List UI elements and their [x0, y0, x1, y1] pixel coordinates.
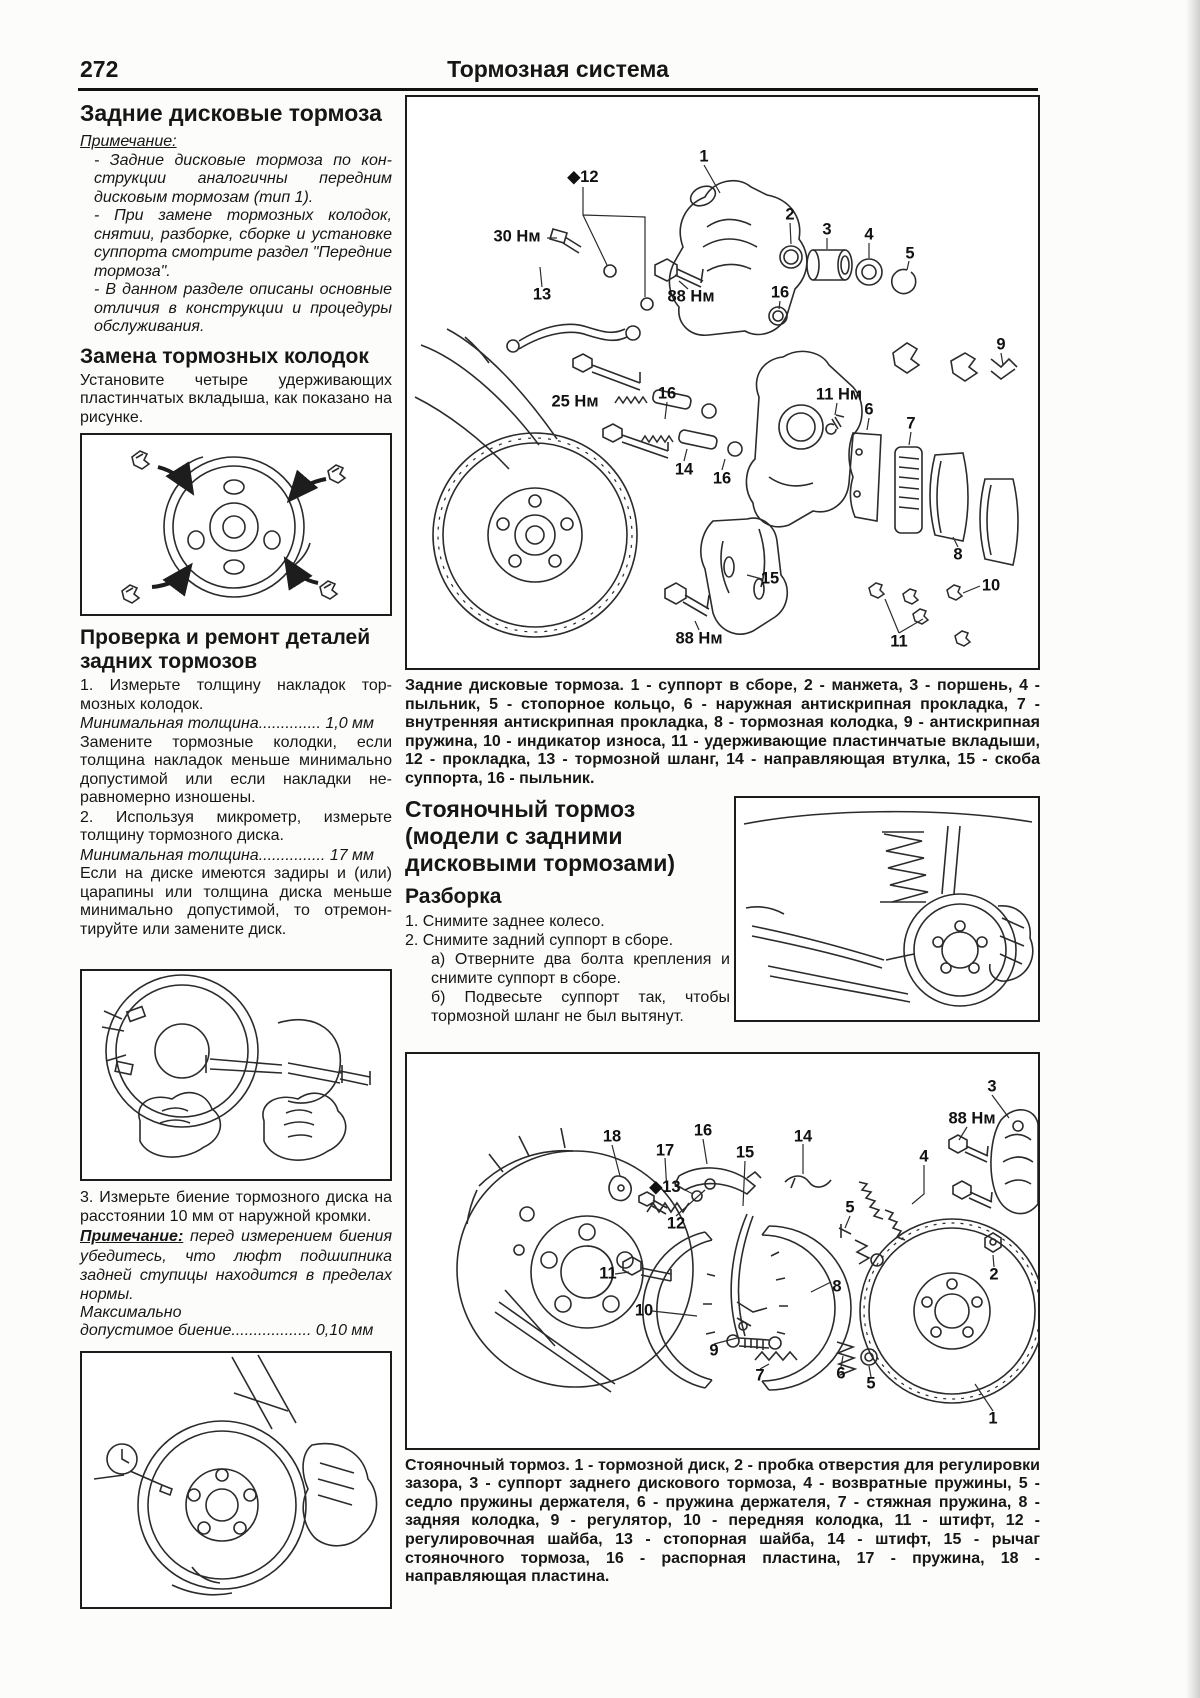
disassembly-substep: б) Подвесьте суппорт так, чтобы тормозной шланг не был вытянут.: [431, 988, 730, 1025]
part-label: 5: [845, 1198, 855, 1217]
part-label: 10: [634, 1301, 654, 1320]
part-label: 16: [712, 469, 732, 488]
section-title-rear-disc-brakes: Задние дисковые тормоза: [80, 100, 382, 126]
part-label: 8: [832, 1277, 842, 1296]
note-item: - Задние дисковые тормоза по конструкции аналогичны передним дисковым тормозам (тип 1).: [94, 151, 392, 206]
note-item: - При замене тормозных колодок, снятии, разборке, сборке и установке суппорта смотрите раздел "Передние тормоза".: [94, 207, 392, 280]
note-label: Примечание:: [80, 1228, 184, 1245]
part-label: 9: [996, 335, 1006, 354]
figure-micrometer: [80, 969, 392, 1181]
parking-brake-text: [405, 796, 730, 1026]
part-label: 88 Нм: [675, 629, 723, 648]
part-label: 12: [666, 1214, 686, 1233]
page-number: 272: [80, 56, 119, 82]
part-label: 3: [987, 1077, 997, 1096]
part-label: 13: [532, 285, 552, 304]
part-label: 14: [793, 1127, 813, 1146]
spec-max-runout-line1: Максимально: [80, 1303, 182, 1321]
part-label: 2: [989, 1265, 999, 1284]
figure-runout-check: [80, 1351, 392, 1609]
section-title-inspection: Проверка и ремонт деталей задних тормозов: [80, 626, 371, 673]
right-column: [405, 95, 1040, 1594]
part-label: 14: [674, 460, 694, 479]
part-label: 11 Нм: [815, 385, 863, 404]
part-label: 18: [602, 1127, 622, 1146]
retaining-plates-drawing: [82, 435, 390, 614]
disassembly-step: 2. Снимите задний суппорт в сборе.: [405, 931, 674, 949]
part-label: 9: [709, 1341, 719, 1360]
step-1-text: Замените тормозные колодки, если толщина накладок меньше минимально допустимой или если накладки неравномерно изношены.: [80, 733, 392, 806]
section-title-disassembly: Разборка: [405, 884, 502, 908]
spec-max-runout-line2: допустимое биение.................. 0,10 мм: [80, 1322, 374, 1339]
rear-suspension-drawing: [736, 798, 1038, 1020]
figure-retaining-plates: [80, 433, 392, 616]
step-3: 3. Измерьте биение тормозного диска на расстоянии 10 мм от наружной кромки.: [80, 1189, 392, 1225]
part-label: 10: [981, 576, 1001, 595]
disassembly-steps: [405, 912, 730, 1026]
spec-min-disc-thickness: Минимальная толщина............... 17 мм: [80, 846, 374, 864]
part-label: 11: [599, 1264, 617, 1283]
part-label: 8: [953, 545, 963, 564]
caption-rear-disc: Задние дисковые тормоза. 1 - суппорт в сборе, 2 - манжета, 3 - поршень, 4 - пыльник, 5 - стопорное кольцо, 6 - наружная антискрипная прокладка, 7 - внутренняя антискрипная прокладка, 8 - тормозная колодка, 9 - антискрипная пружина, 10 - индикатор износа, 11 - удерживающие пластинчатые вкладыши, 12 - прокладка, 13 - тормозной шланг, 14 - направляющая втулка, 15 - скоба суппорта, 16 - пыльник.: [405, 677, 1040, 787]
part-label: 5: [866, 1374, 876, 1393]
part-label: 3: [822, 220, 832, 239]
part-label: 16: [693, 1121, 713, 1140]
figure-rear-disc-exploded: [405, 95, 1040, 670]
micrometer-drawing: [82, 971, 390, 1179]
note-item: - В данном разделе описаны основные отличия в конструкции и процедуры обслуживания.: [94, 281, 392, 335]
figure-rear-suspension: [734, 796, 1040, 1022]
part-label: 16: [770, 283, 790, 302]
parking-brake-exploded-drawing: [407, 1054, 1038, 1448]
part-label: 30 Нм: [493, 227, 541, 246]
part-label: 88 Нм: [667, 287, 715, 306]
step-2: 2. Используя микрометр, измерьте толщину тормозного диска.: [80, 808, 392, 844]
header-rule: [78, 88, 1038, 91]
spec-min-pad-thickness: Минимальная толщина.............. 1,0 мм: [80, 715, 374, 732]
runout-check-drawing: [82, 1353, 390, 1607]
part-label: 7: [906, 414, 916, 433]
note-label: Примечание:: [80, 133, 177, 150]
part-label: 16: [657, 384, 677, 403]
step-1: 1. Измерьте толщину накладок тормозных колодок.: [80, 677, 392, 713]
section-title-pad-replacement: Замена тормозных колодок: [80, 344, 369, 368]
part-label: 5: [905, 244, 915, 263]
step-2-text: Если на диске имеются задиры и (или) царапины или толщина диска меньше минимально допустимой, то отремонтируйте или замените диск.: [80, 865, 392, 938]
part-label: 4: [864, 225, 874, 244]
part-label: 15: [760, 569, 780, 588]
section-title-parking-brake: Стояночный тормоз (модели с задними дисковыми тормозами): [405, 795, 676, 876]
part-label: 1: [699, 147, 709, 166]
page-header-title: Тормозная система: [447, 56, 669, 82]
part-label: 4: [919, 1147, 929, 1166]
left-column: [80, 100, 392, 1609]
part-label: 6: [864, 400, 874, 419]
part-label: 25 Нм: [551, 392, 599, 411]
part-label: 1: [988, 1409, 998, 1428]
caption-parking-brake: Стояночный тормоз. 1 - тормозной диск, 2 - пробка отверстия для регулировки зазора, 3 - суппорт заднего дискового тормоза, 4 - возвратные пружины, 5 - седло пружины держателя, 6 - пружина держателя, 7 - стяжная пружина, 8 - задняя колодка, 9 - регулятор, 10 - передняя колодка, 11 - штифт, 12 - регулировочная шайба, 13 - стопорная шайба, 14 - штифт, 15 - рычаг стояночного тормоза, 16 - распорная пластина, 17 - пружина, 18 - направляющая пластина.: [405, 1456, 1040, 1586]
part-label: 7: [755, 1366, 765, 1385]
part-label: 15: [735, 1143, 755, 1162]
part-label: ◆13: [649, 1177, 681, 1196]
part-label: 11: [890, 632, 908, 651]
rear-disc-exploded-drawing: [407, 97, 1038, 668]
note-runout-text: перед измерением биения убедитесь, что люфт подшипника задней ступицы находится в пределах нормы.: [80, 1228, 392, 1303]
part-label: ◆12: [567, 168, 599, 186]
disassembly-substep: а) Отверните два болта крепления и снимите суппорт в сборе.: [431, 950, 730, 987]
pad-replacement-text: Установите четыре удерживающих пластинчатых вкладыша, как показано на рисунке.: [80, 371, 392, 426]
parking-brake-intro-row: [405, 796, 1040, 1026]
disassembly-step: 1. Снимите заднее колесо.: [405, 912, 605, 930]
note-runout: [80, 1227, 392, 1304]
part-label: 6: [836, 1364, 846, 1383]
figure-parking-brake-exploded: [405, 1052, 1040, 1450]
part-label: 88 Нм: [948, 1109, 996, 1128]
part-label: 2: [785, 205, 795, 224]
part-label: 17: [655, 1141, 675, 1160]
